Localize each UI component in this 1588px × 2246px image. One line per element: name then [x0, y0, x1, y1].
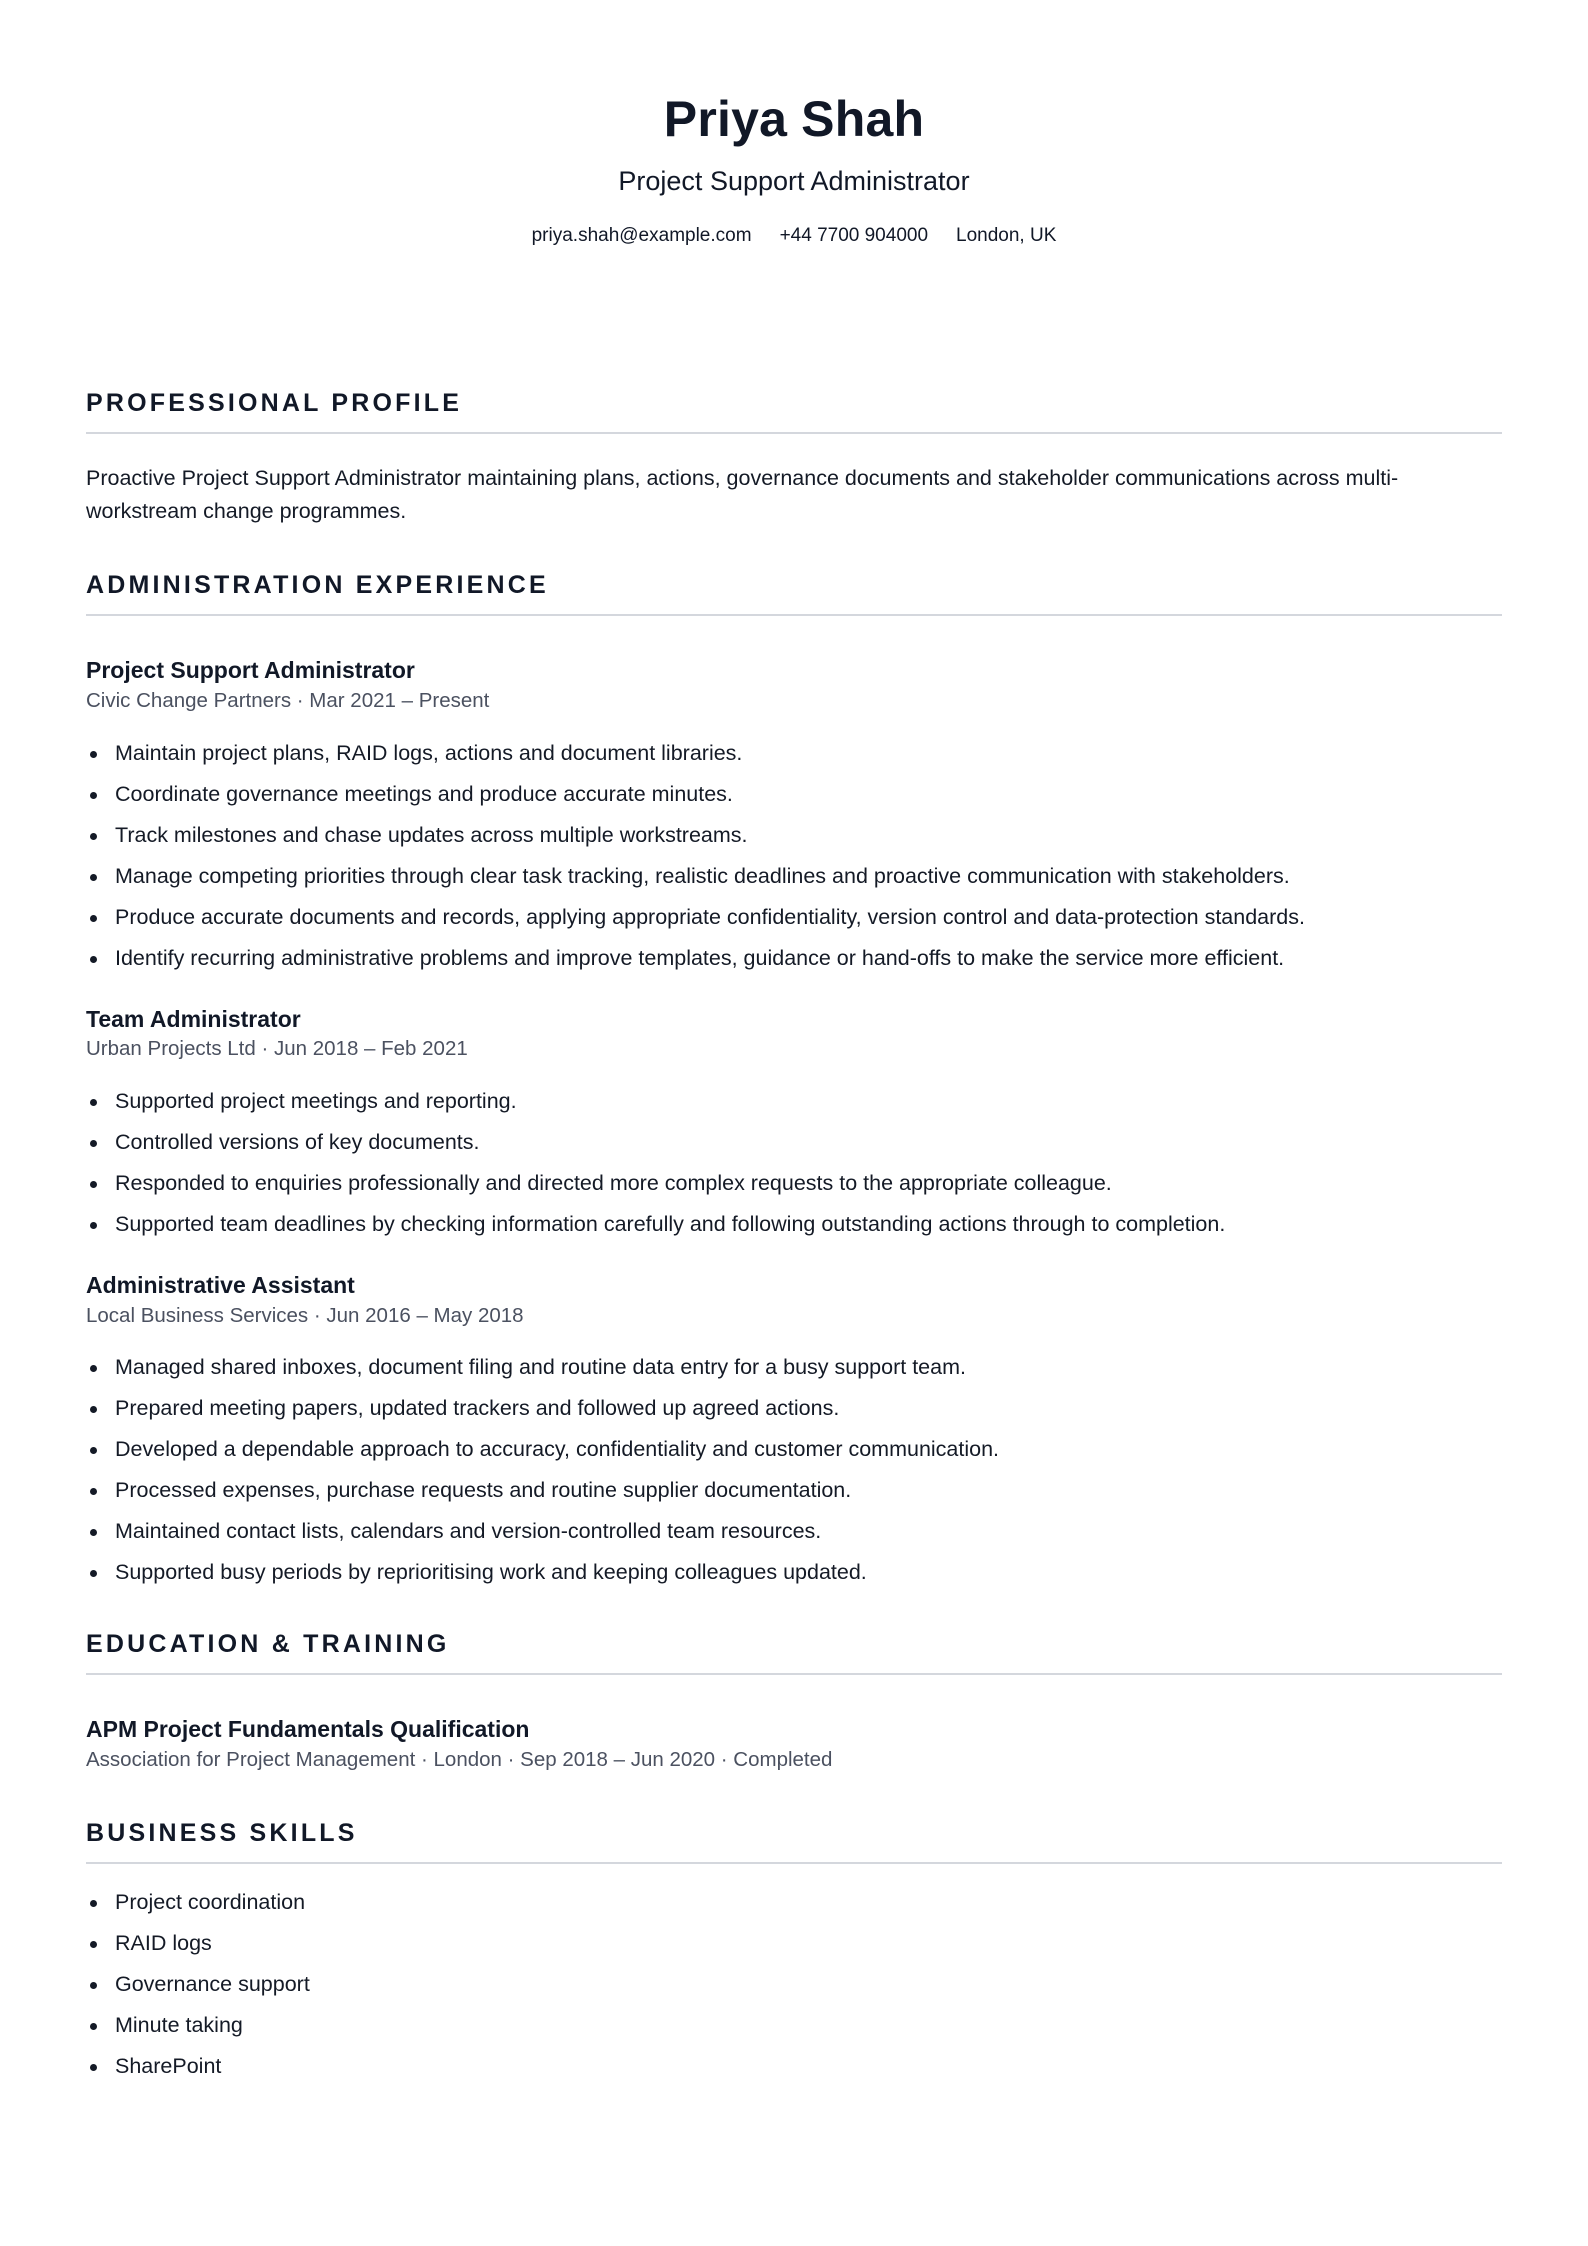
job-bullet: Track milestones and chase updates across multiple workstreams. [86, 815, 1502, 856]
job-bullet: Managed shared inboxes, document filing and routine data entry for a busy support team. [86, 1347, 1502, 1388]
candidate-headline: Project Support Administrator [618, 166, 970, 196]
skill-item: Governance support [86, 1964, 1502, 2005]
profile-heading: PROFESSIONAL PROFILE [86, 388, 1502, 434]
skill-item: Minute taking [86, 2005, 1502, 2046]
job-bullet: Maintain project plans, RAID logs, actions and document libraries. [86, 733, 1502, 774]
candidate-name: Priya Shah [663, 91, 925, 147]
skills-section [86, 1818, 1502, 2087]
job-bullet: Supported busy periods by reprioritising work and keeping colleagues updated. [86, 1552, 1502, 1593]
job-bullet: Developed a dependable approach to accuracy, confidentiality and customer communication. [86, 1429, 1502, 1470]
job-meta: Civic Change Partners · Mar 2021 – Present [86, 688, 490, 712]
job-bullet: Produce accurate documents and records, applying appropriate confidentiality, version control and data-protection standards. [86, 897, 1502, 938]
education-heading: EDUCATION & TRAINING [86, 1629, 1502, 1675]
skills-list [86, 1882, 1502, 2087]
job-bullet: Maintained contact lists, calendars and version-controlled team resources. [86, 1511, 1502, 1552]
job-meta: Urban Projects Ltd · Jun 2018 – Feb 2021 [86, 1037, 468, 1061]
skill-item: SharePoint [86, 2046, 1502, 2087]
job-bullet: Supported team deadlines by checking information carefully and following outstanding actions through to completion. [86, 1204, 1502, 1245]
contact-phone: +44 7700 904000 [779, 225, 929, 247]
resume-header [86, 0, 1502, 248]
job-title: Administrative Assistant [86, 1271, 355, 1298]
job-bullet: Coordinate governance meetings and produce accurate minutes. [86, 774, 1502, 815]
job-bullet: Responded to enquiries professionally and directed more complex requests to the appropriate colleague. [86, 1163, 1502, 1204]
job-bullet: Processed expenses, purchase requests and routine supplier documentation. [86, 1470, 1502, 1511]
job-bullet: Prepared meeting papers, updated trackers and followed up agreed actions. [86, 1388, 1502, 1429]
skill-item: Project coordination [86, 1882, 1502, 1923]
job-bullet: Controlled versions of key documents. [86, 1122, 1502, 1163]
job-entry [86, 1005, 1502, 1245]
contact-email: priya.shah@example.com [531, 225, 752, 247]
job-bullet: Identify recurring administrative problems and improve templates, guidance or hand-offs to make the service more efficient. [86, 938, 1502, 979]
job-entry [86, 1271, 1502, 1593]
job-meta: Local Business Services · Jun 2016 – May 2018 [86, 1303, 524, 1327]
education-title: APM Project Fundamentals Qualification [86, 1716, 530, 1743]
experience-section [86, 570, 1502, 1593]
job-bullets [86, 1081, 1502, 1245]
contact-location: London, UK [956, 225, 1057, 247]
contact-line [86, 225, 1502, 248]
profile-text: Proactive Project Support Administrator maintaining plans, actions, governance documents and stakeholder communications across multi-workstream change programmes. [86, 466, 1399, 524]
skills-heading: BUSINESS SKILLS [86, 1818, 1502, 1864]
experience-heading: ADMINISTRATION EXPERIENCE [86, 570, 1502, 616]
education-section [86, 1629, 1502, 1773]
education-entry [86, 1715, 1502, 1773]
skill-item: RAID logs [86, 1923, 1502, 1964]
job-bullets [86, 1347, 1502, 1593]
job-entry [86, 656, 1502, 978]
job-bullet: Manage competing priorities through clear task tracking, realistic deadlines and proactive communication with stakeholders. [86, 856, 1502, 897]
education-meta: Association for Project Management · London · Sep 2018 – Jun 2020 · Completed [86, 1748, 833, 1772]
job-title: Team Administrator [86, 1005, 301, 1032]
profile-section [86, 388, 1502, 528]
job-title: Project Support Administrator [86, 657, 415, 684]
job-bullets [86, 733, 1502, 979]
job-bullet: Supported project meetings and reporting. [86, 1081, 1502, 1122]
